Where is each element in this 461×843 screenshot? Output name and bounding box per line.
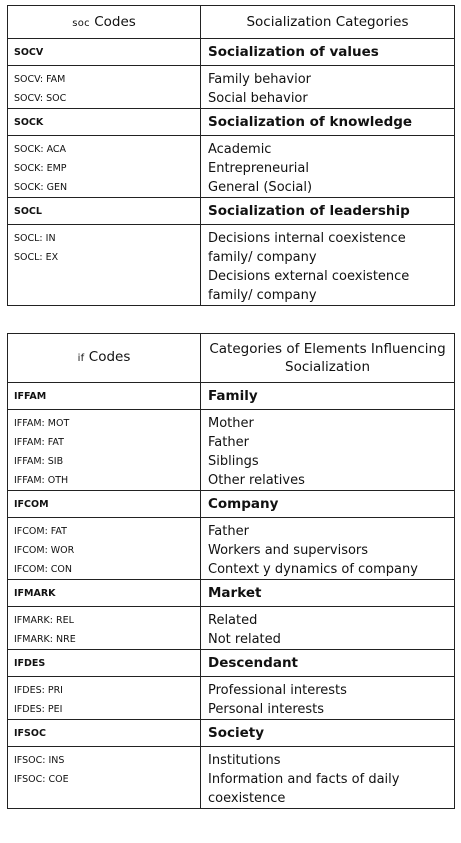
table-header-row — [8, 334, 455, 383]
subcategory: Family behavior — [208, 72, 312, 87]
subcategory: Workers and supervisors — [208, 543, 369, 558]
group-header-row — [8, 383, 455, 410]
subcode: IFSOC: INS — [14, 755, 65, 766]
detail-codes-cell — [8, 66, 201, 109]
subcode: IFCOM: CON — [14, 564, 73, 575]
group-detail-row — [8, 410, 455, 491]
group-category: Market — [201, 580, 455, 607]
group-code: SOCK — [8, 109, 201, 136]
codes-column-header — [8, 334, 201, 383]
detail-codes-cell — [8, 136, 201, 198]
detail-codes-cell — [8, 225, 201, 306]
group-code: IFMARK — [8, 580, 201, 607]
categories-column-header: Socialization Categories — [201, 6, 455, 39]
group-detail-row — [8, 66, 455, 109]
subcategory: Other relatives — [208, 473, 305, 488]
code-suffix: Codes — [84, 349, 131, 365]
group-code: IFDES — [8, 650, 201, 677]
subcode: SOCL: EX — [14, 252, 59, 263]
group-code: IFFAM — [8, 383, 201, 410]
detail-categories-cell — [201, 410, 455, 491]
detail-codes-cell — [8, 747, 201, 809]
group-header-row — [8, 198, 455, 225]
group-detail-row — [8, 225, 455, 306]
group-header-row — [8, 720, 455, 747]
group-category: Family — [201, 383, 455, 410]
detail-codes-cell — [8, 518, 201, 580]
subcode: SOCV: FAM — [14, 74, 66, 85]
group-code: SOCL — [8, 198, 201, 225]
group-detail-row — [8, 747, 455, 809]
subcategory: Social behavior — [208, 91, 308, 106]
subcode: IFDES: PRI — [14, 685, 63, 696]
detail-categories-cell — [201, 66, 455, 109]
subcode: IFSOC: COE — [14, 774, 69, 785]
subcode: SOCV: SOC — [14, 93, 67, 104]
subcode: IFCOM: WOR — [14, 545, 75, 556]
code-prefix: if — [77, 353, 85, 364]
subcode: IFDES: PEI — [14, 704, 63, 715]
subcategory: Personal interests — [208, 702, 325, 717]
group-header-row — [8, 39, 455, 66]
detail-codes-cell — [8, 607, 201, 650]
group-code: IFSOC — [8, 720, 201, 747]
subcategory: Entrepreneurial — [208, 161, 309, 176]
subcode: SOCK: GEN — [14, 182, 68, 193]
subcategory: Information and facts of daily coexistence — [208, 772, 400, 806]
table-body — [8, 39, 455, 306]
group-category: Socialization of leadership — [201, 198, 455, 225]
detail-categories-cell — [201, 607, 455, 650]
group-header-row — [8, 491, 455, 518]
group-header-row — [8, 580, 455, 607]
subcode: SOCK: ACA — [14, 144, 67, 155]
detail-categories-cell — [201, 747, 455, 809]
group-detail-row — [8, 607, 455, 650]
subcategory: Mother — [208, 416, 254, 431]
subcategory: Related — [208, 613, 258, 628]
table-header-row — [8, 6, 455, 39]
subcode: IFFAM: MOT — [14, 418, 70, 429]
code-prefix: soc — [72, 18, 90, 29]
subcategory: Decisions internal coexistence family/ company — [208, 231, 406, 265]
subcategory: Context y dynamics of company — [208, 562, 418, 577]
subcategory: Father — [208, 435, 249, 450]
code-suffix: Codes — [89, 14, 136, 30]
subcategory: General (Social) — [208, 180, 313, 195]
subcategory: Institutions — [208, 753, 281, 768]
group-category: Descendant — [201, 650, 455, 677]
detail-codes-cell — [8, 677, 201, 720]
group-code: SOCV — [8, 39, 201, 66]
subcode: IFFAM: FAT — [14, 437, 64, 448]
detail-categories-cell — [201, 518, 455, 580]
detail-categories-cell — [201, 677, 455, 720]
group-category: Socialization of values — [201, 39, 455, 66]
subcategory: Siblings — [208, 454, 259, 469]
socialization-codes-table — [7, 5, 455, 306]
subcode: IFFAM: SIB — [14, 456, 64, 467]
group-detail-row — [8, 518, 455, 580]
subcategory: Father — [208, 524, 249, 539]
subcode: SOCL: IN — [14, 233, 56, 244]
group-category: Socialization of knowledge — [201, 109, 455, 136]
group-category: Society — [201, 720, 455, 747]
group-header-row — [8, 650, 455, 677]
detail-categories-cell — [201, 225, 455, 306]
group-detail-row — [8, 677, 455, 720]
detail-codes-cell — [8, 410, 201, 491]
categories-column-header: Categories of Elements Influencing Socialization — [201, 334, 455, 383]
subcategory: Decisions external coexistence family/ company — [208, 269, 410, 303]
subcode: IFMARK: NRE — [14, 634, 76, 645]
group-detail-row — [8, 136, 455, 198]
group-header-row — [8, 109, 455, 136]
subcategory: Professional interests — [208, 683, 347, 698]
subcode: SOCK: EMP — [14, 163, 67, 174]
codes-column-header — [8, 6, 201, 39]
subcode: IFFAM: OTH — [14, 475, 69, 486]
subcode: IFCOM: FAT — [14, 526, 67, 537]
subcode: IFMARK: REL — [14, 615, 74, 626]
detail-categories-cell — [201, 136, 455, 198]
table-body — [8, 383, 455, 809]
subcategory: Not related — [208, 632, 281, 647]
group-category: Company — [201, 491, 455, 518]
group-code: IFCOM — [8, 491, 201, 518]
subcategory: Academic — [208, 142, 272, 157]
influencing-elements-table — [7, 333, 455, 809]
